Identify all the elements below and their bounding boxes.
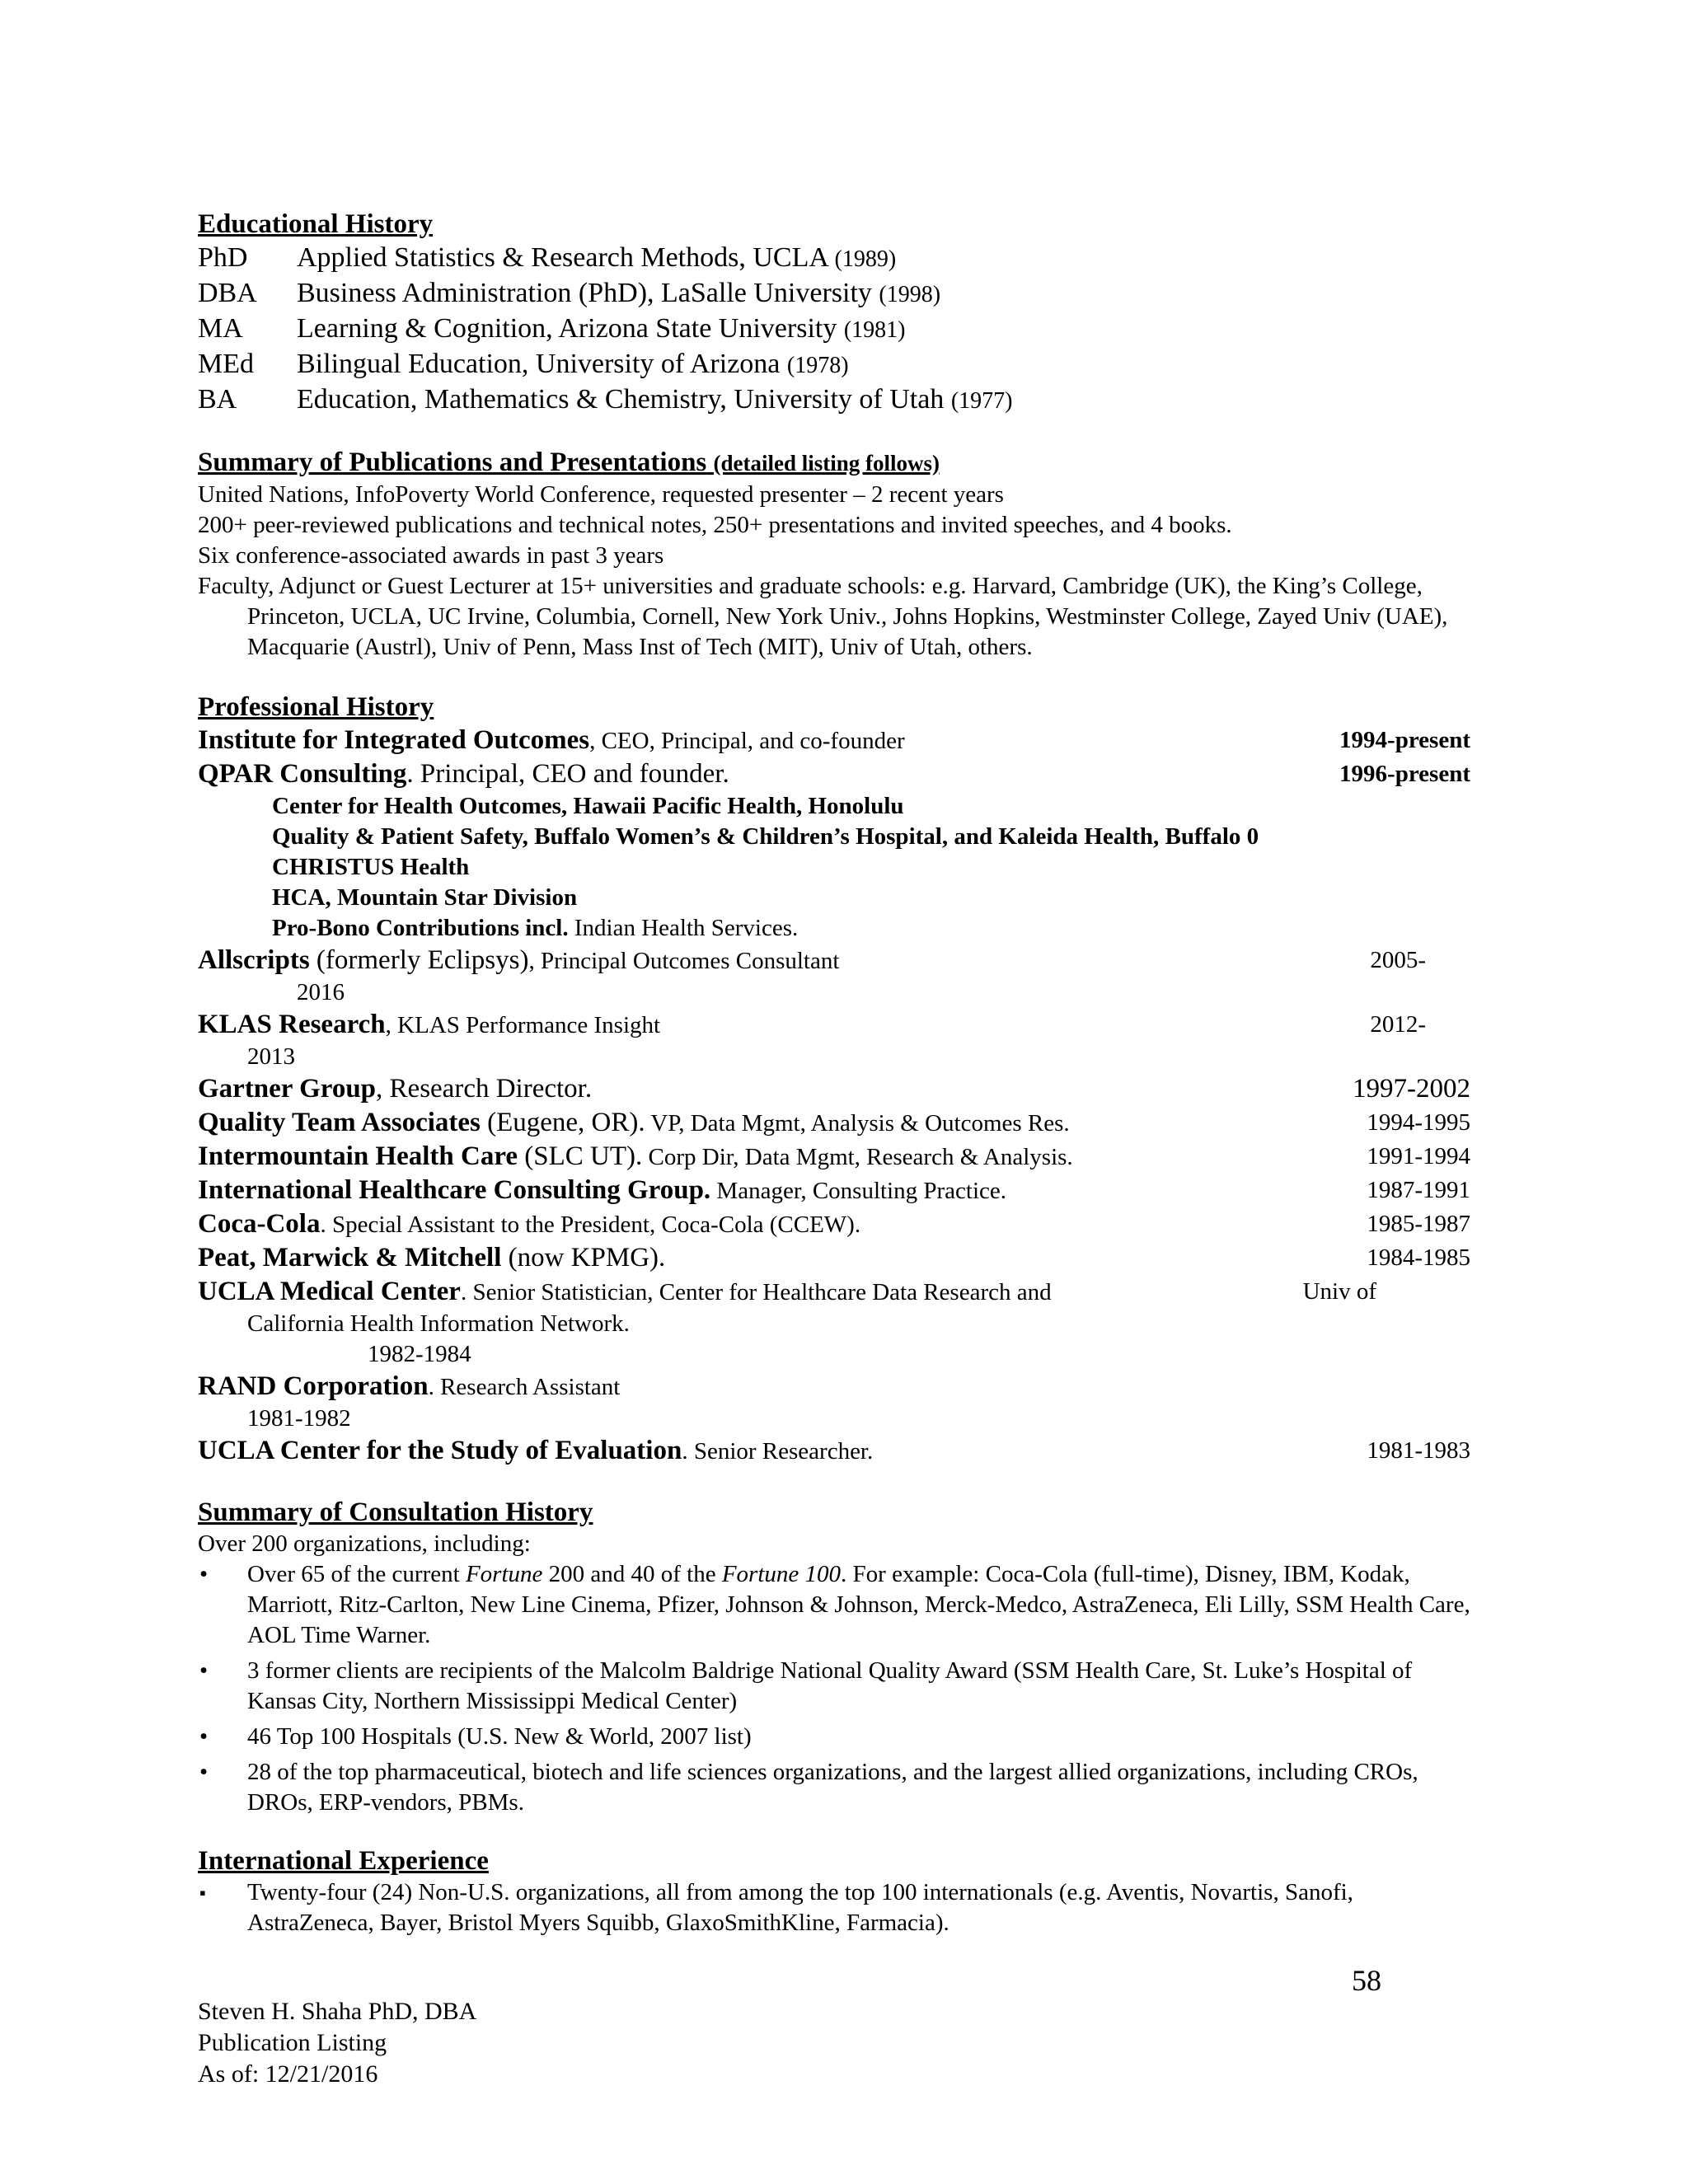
job-entry [198, 1106, 1484, 1140]
publication-line: Faculty, Adjunct or Guest Lecturer at 15+ universities and graduate schools: e.g. Harvard, Cambridge (UK), the King’s College, Princeton, UCLA, UC Irvine, Columbia, Cornell, New York Univ., Johns Hopkins, Westminster College, Zayed Univ (UAE), Macquarie (Austrl), Univ of Penn, Mass Inst of Tech (MIT), Univ of Utah, others. [198, 573, 1448, 660]
list-text: Twenty-four (24) Non-U.S. organizations, all from among the top 100 internationals (e.g. Aventis, Novartis, Sanofi, AstraZeneca, Bayer, Bristol Myers Squibb, GlaxoSmithKline, Farmacia). [247, 1879, 1353, 1936]
job-role: VP, Data Mgmt, Analysis & Outcomes Res. [645, 1110, 1070, 1137]
page-number: 58 [1352, 1964, 1381, 1997]
job-entry [198, 944, 1484, 977]
publications-heading [198, 446, 1484, 480]
job-entry [198, 1174, 1484, 1207]
section-gap [198, 418, 1484, 446]
job-wrap-line: California Health Information Network. [247, 1310, 630, 1337]
job-date-wrap: 2016 [297, 979, 345, 1005]
job-entry [198, 1008, 1484, 1042]
consultation-heading: Summary of Consultation History [198, 1497, 593, 1527]
consultation-intro: Over 200 organizations, including: [198, 1530, 531, 1557]
job-org: Peat, Marwick & Mitchell [198, 1243, 502, 1272]
job-date: 1994-present [1339, 727, 1470, 753]
publications-note: (detailed listing follows) [713, 451, 940, 476]
education-list [198, 241, 1484, 418]
section-gap [198, 1468, 1484, 1496]
list-text: 28 of the top pharmaceutical, biotech and life sciences organizations, and the largest allied organizations, including CROs, DROs, ERP-vendors, PBMs. [247, 1759, 1418, 1816]
job-role-a: (Eugene, OR). [480, 1108, 645, 1137]
client-item: HCA, Mountain Star Division [272, 884, 578, 911]
degree: MEd [198, 349, 254, 379]
job-entry [198, 724, 1484, 757]
degree-text: Applied Statistics & Research Methods, UCLA [297, 242, 828, 273]
job-role: . Senior Researcher. [682, 1438, 874, 1465]
job-role: . Research Assistant [428, 1374, 621, 1400]
job-org: QPAR Consulting [198, 759, 407, 789]
italic-run: Fortune 100 [721, 1561, 842, 1587]
degree-desc [297, 347, 849, 382]
bullet-icon: • [199, 1723, 209, 1750]
degree-desc [297, 312, 906, 347]
professional-heading: Professional History [198, 692, 434, 722]
degree-year: (1978) [786, 353, 849, 378]
list-item [198, 1722, 1484, 1752]
job-aside: Univ of [1302, 1278, 1376, 1305]
job-org: RAND Corporation [198, 1371, 429, 1401]
degree: MA [198, 313, 243, 344]
job-entry [198, 1434, 1484, 1468]
text-run: . For example: Coca-Cola (full-time), Disney, IBM, Kodak, Marriott, Ritz-Carlton, New Line Cinema, Pfizer, Johnson & Johnson, Merck-Medco, AstraZeneca, Eli Lilly, SSM Health Care, AOL Time Warner. [247, 1561, 1470, 1648]
bullet-icon: • [199, 1657, 209, 1684]
list-item [198, 1757, 1484, 1818]
job-date: 2005- [1370, 947, 1426, 973]
client-item: Center for Health Outcomes, Hawaii Pacific Health, Honolulu [272, 793, 904, 819]
job-date: 1987-1991 [1367, 1177, 1470, 1203]
job-org: Allscripts [198, 945, 310, 975]
degree-text: Bilingual Education, University of Arizona [297, 349, 781, 379]
client-item [198, 913, 1484, 944]
job-entry [198, 1140, 1484, 1174]
degree-year: (1981) [843, 317, 906, 343]
job-date: 1994-1995 [1367, 1109, 1470, 1136]
international-heading: International Experience [198, 1846, 489, 1876]
list-item [198, 1656, 1484, 1717]
degree-desc [297, 382, 1012, 418]
degree-text: Learning & Cognition, Arizona State University [297, 313, 837, 344]
publication-line: 200+ peer-reviewed publications and technical notes, 250+ presentations and invited speeches, and 4 books. [198, 512, 1232, 538]
degree-desc [297, 276, 940, 312]
job-org: Quality Team Associates [198, 1108, 481, 1137]
job-role: , Principal Outcomes Consultant [528, 948, 840, 974]
job-entry [198, 1072, 1484, 1106]
job-date: 1985-1987 [1367, 1211, 1470, 1237]
degree: BA [198, 384, 237, 415]
job-date: 1984-1985 [1367, 1244, 1470, 1271]
job-date: 1981-1983 [1367, 1437, 1470, 1464]
section-gap [198, 663, 1484, 691]
job-entry [198, 1207, 1484, 1241]
education-item [198, 241, 1484, 276]
job-org: Institute for Integrated Outcomes [198, 725, 590, 755]
job-date: 1996-present [1339, 761, 1470, 787]
degree-desc [297, 241, 896, 276]
publications-title: Summary of Publications and Presentations [198, 448, 707, 477]
job-role: , CEO, Principal, and co-founder [589, 728, 905, 754]
publication-line: Six conference-associated awards in past 3 years [198, 542, 664, 569]
job-role-a: (formerly Eclipsys) [309, 945, 529, 975]
list-item [198, 1877, 1484, 1938]
bullet-icon: • [199, 1759, 209, 1785]
list-item [198, 1559, 1484, 1651]
job-role: , Research Director. [376, 1074, 593, 1104]
job-org: Intermountain Health Care [198, 1141, 518, 1171]
job-org: International Healthcare Consulting Group. [198, 1175, 711, 1205]
job-date-wrap: 1981-1982 [247, 1405, 351, 1432]
job-date: 1997-2002 [1353, 1074, 1470, 1104]
degree-year: (1989) [834, 246, 897, 272]
education-heading: Educational History [198, 209, 434, 239]
bullet-icon: • [199, 1561, 209, 1587]
job-role: . Special Assistant to the President, Coca-Cola (CCEW). [320, 1212, 861, 1238]
job-org: Coca-Cola [198, 1209, 321, 1239]
job-entry [198, 1275, 1484, 1309]
international-list [198, 1877, 1484, 1938]
job-role-a: (now KPMG). [501, 1243, 666, 1272]
page-content [198, 208, 1484, 1943]
job-date-wrap: 1982-1984 [368, 1341, 471, 1367]
probono-label: Pro-Bono Contributions incl. [272, 915, 569, 941]
client-item: CHRISTUS Health [272, 854, 470, 880]
education-item [198, 312, 1484, 347]
publication-line: United Nations, InfoPoverty World Conference, requested presenter – 2 recent years [198, 481, 1004, 508]
italic-run: Fortune [465, 1561, 543, 1587]
footer [198, 1996, 476, 2090]
job-role: Corp Dir, Data Mgmt, Research & Analysis. [642, 1144, 1073, 1170]
list-text: 3 former clients are recipients of the Malcolm Baldrige National Quality Award (SSM Health Care, St. Luke’s Hospital of Kansas City, Northern Mississippi Medical Center) [247, 1657, 1413, 1714]
list-text: 46 Top 100 Hospitals (U.S. New & World, 2007 list) [247, 1723, 752, 1750]
consultation-list [198, 1559, 1484, 1818]
job-org: UCLA Medical Center [198, 1277, 461, 1306]
probono-text: Indian Health Services. [568, 915, 799, 941]
job-role: . Senior Statistician, Center for Healthcare Data Research and [460, 1279, 1052, 1305]
degree: PhD [198, 242, 248, 273]
client-item: Quality & Patient Safety, Buffalo Women’s & Children’s Hospital, and Kaleida Health, Buffalo 0 [272, 823, 1259, 850]
job-date-wrap: 2013 [247, 1043, 295, 1070]
degree-year: (1998) [879, 282, 941, 307]
job-org: UCLA Center for the Study of Evaluation [198, 1436, 682, 1465]
footer-line: Steven H. Shaha PhD, DBA [198, 1998, 477, 2025]
education-item [198, 382, 1484, 418]
job-role: Manager, Consulting Practice. [710, 1178, 1007, 1204]
job-role-a: (SLC UT). [518, 1141, 643, 1171]
degree-text: Education, Mathematics & Chemistry, University of Utah [297, 384, 945, 415]
education-item [198, 276, 1484, 312]
degree-year: (1977) [950, 388, 1013, 414]
text-run: 200 and 40 of the [542, 1561, 722, 1587]
job-org: KLAS Research [198, 1010, 386, 1039]
text-run: Over 65 of the current [247, 1561, 466, 1587]
job-entry [198, 757, 1484, 791]
job-date: 2012- [1370, 1011, 1426, 1038]
footer-line: As of: 12/21/2016 [198, 2060, 378, 2088]
degree-text: Business Administration (PhD), LaSalle University [297, 278, 872, 308]
education-item [198, 347, 1484, 382]
degree: DBA [198, 278, 257, 308]
job-entry [198, 1241, 1484, 1275]
job-date: 1991-1994 [1367, 1143, 1470, 1169]
job-entry [198, 1370, 1484, 1404]
job-role: . Principal, CEO and founder. [406, 759, 729, 789]
footer-line: Publication Listing [198, 2029, 387, 2056]
job-role: , KLAS Performance Insight [385, 1012, 661, 1038]
section-gap [198, 1823, 1484, 1844]
job-org: Gartner Group [198, 1074, 377, 1104]
square-bullet-icon: ▪ [199, 1882, 206, 1903]
